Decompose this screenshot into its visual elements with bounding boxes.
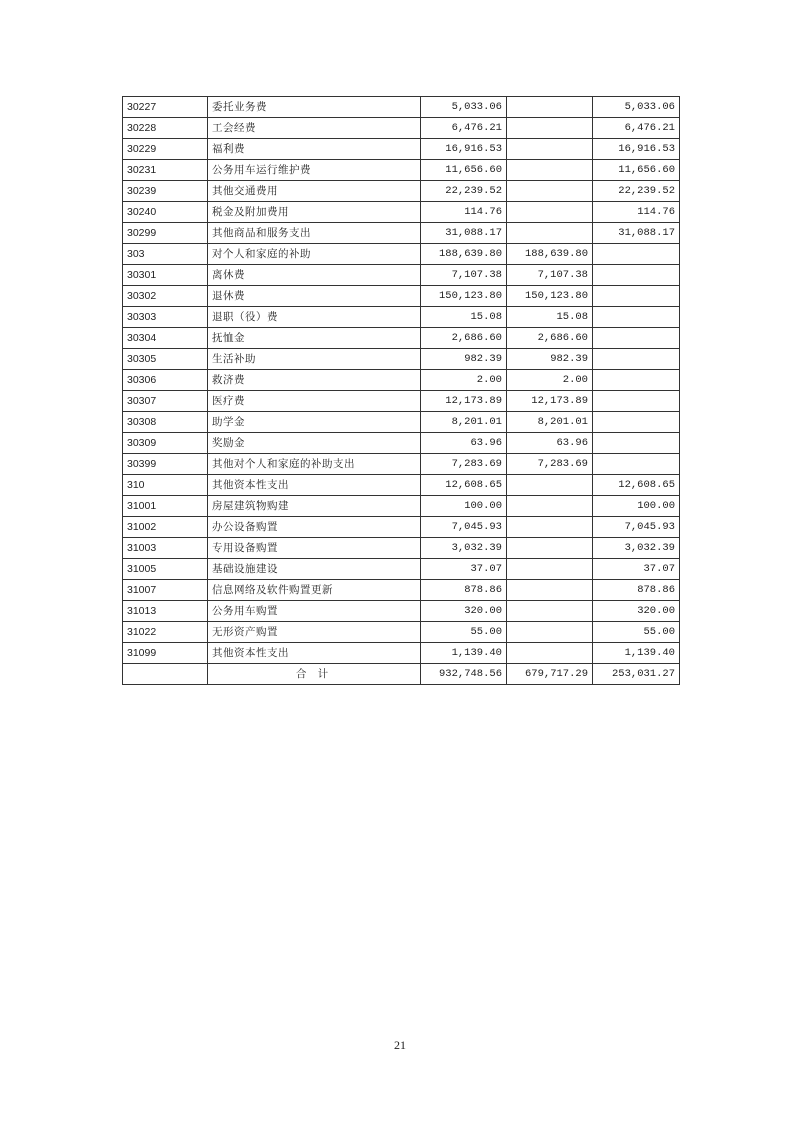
row-project: 100.00 xyxy=(593,496,680,517)
row-code: 31099 xyxy=(123,643,208,664)
row-total: 37.07 xyxy=(421,559,507,580)
row-code: 30302 xyxy=(123,286,208,307)
row-code: 30308 xyxy=(123,412,208,433)
total-label: 合 计 xyxy=(208,664,421,685)
grand-total-project: 253,031.27 xyxy=(593,664,680,685)
row-name: 其他交通费用 xyxy=(208,181,421,202)
row-name: 福利费 xyxy=(208,139,421,160)
table-row-category xyxy=(123,475,680,496)
row-total: 114.76 xyxy=(421,202,507,223)
row-basic xyxy=(507,643,593,664)
row-project: 3,032.39 xyxy=(593,538,680,559)
row-total: 31,088.17 xyxy=(421,223,507,244)
row-project: 7,045.93 xyxy=(593,517,680,538)
row-code: 30239 xyxy=(123,181,208,202)
row-name: 办公设备购置 xyxy=(208,517,421,538)
row-code: 30231 xyxy=(123,160,208,181)
row-name: 无形资产购置 xyxy=(208,622,421,643)
page-number: 21 xyxy=(394,1038,406,1052)
row-total: 6,476.21 xyxy=(421,118,507,139)
row-total: 2.00 xyxy=(421,370,507,391)
row-basic: 63.96 xyxy=(507,433,593,454)
row-code: 31002 xyxy=(123,517,208,538)
table-row xyxy=(123,370,680,391)
row-name: 信息网络及软件购置更新 xyxy=(208,580,421,601)
table-row xyxy=(123,496,680,517)
row-total: 878.86 xyxy=(421,580,507,601)
row-name: 抚恤金 xyxy=(208,328,421,349)
table-row xyxy=(123,601,680,622)
row-project: 1,139.40 xyxy=(593,643,680,664)
row-project: 6,476.21 xyxy=(593,118,680,139)
row-name: 其他对个人和家庭的补助支出 xyxy=(208,454,421,475)
row-name: 其他商品和服务支出 xyxy=(208,223,421,244)
row-basic xyxy=(507,601,593,622)
row-basic: 8,201.01 xyxy=(507,412,593,433)
table-total-row xyxy=(123,664,680,685)
row-code: 31022 xyxy=(123,622,208,643)
row-basic xyxy=(507,97,593,118)
row-name: 离休费 xyxy=(208,265,421,286)
table-row xyxy=(123,643,680,664)
row-basic xyxy=(507,118,593,139)
row-project xyxy=(593,454,680,475)
row-code: 30228 xyxy=(123,118,208,139)
row-total: 982.39 xyxy=(421,349,507,370)
row-code: 30240 xyxy=(123,202,208,223)
row-name: 其他资本性支出 xyxy=(208,475,421,496)
row-name: 生活补助 xyxy=(208,349,421,370)
row-code: 30307 xyxy=(123,391,208,412)
row-code: 30305 xyxy=(123,349,208,370)
table-row xyxy=(123,412,680,433)
table-row-category xyxy=(123,244,680,265)
row-name: 退职（役）费 xyxy=(208,307,421,328)
row-code: 31001 xyxy=(123,496,208,517)
row-project: 878.86 xyxy=(593,580,680,601)
row-code: 31003 xyxy=(123,538,208,559)
row-project xyxy=(593,349,680,370)
row-name: 其他资本性支出 xyxy=(208,643,421,664)
row-basic xyxy=(507,622,593,643)
row-basic: 2.00 xyxy=(507,370,593,391)
row-total: 2,686.60 xyxy=(421,328,507,349)
row-code: 30399 xyxy=(123,454,208,475)
row-name: 救济费 xyxy=(208,370,421,391)
row-name: 工会经费 xyxy=(208,118,421,139)
row-total: 1,139.40 xyxy=(421,643,507,664)
total-code-empty xyxy=(123,664,208,685)
row-total: 8,201.01 xyxy=(421,412,507,433)
row-total: 7,283.69 xyxy=(421,454,507,475)
table-row xyxy=(123,328,680,349)
row-basic xyxy=(507,475,593,496)
row-project xyxy=(593,244,680,265)
row-basic: 150,123.80 xyxy=(507,286,593,307)
table-row xyxy=(123,433,680,454)
row-project: 55.00 xyxy=(593,622,680,643)
row-basic xyxy=(507,538,593,559)
table-row xyxy=(123,265,680,286)
row-code: 30299 xyxy=(123,223,208,244)
row-code: 30303 xyxy=(123,307,208,328)
row-basic: 188,639.80 xyxy=(507,244,593,265)
row-code: 31013 xyxy=(123,601,208,622)
row-basic xyxy=(507,496,593,517)
row-project: 31,088.17 xyxy=(593,223,680,244)
row-project: 11,656.60 xyxy=(593,160,680,181)
table-row xyxy=(123,118,680,139)
row-total: 150,123.80 xyxy=(421,286,507,307)
row-code: 30309 xyxy=(123,433,208,454)
row-name: 奖励金 xyxy=(208,433,421,454)
row-basic xyxy=(507,517,593,538)
row-code: 30229 xyxy=(123,139,208,160)
row-name: 对个人和家庭的补助 xyxy=(208,244,421,265)
row-basic xyxy=(507,223,593,244)
row-code: 31007 xyxy=(123,580,208,601)
row-total: 12,608.65 xyxy=(421,475,507,496)
row-basic: 15.08 xyxy=(507,307,593,328)
row-code: 31005 xyxy=(123,559,208,580)
row-code: 30306 xyxy=(123,370,208,391)
row-name: 公务用车运行维护费 xyxy=(208,160,421,181)
table-row xyxy=(123,307,680,328)
row-project: 22,239.52 xyxy=(593,181,680,202)
row-basic: 7,283.69 xyxy=(507,454,593,475)
table-row xyxy=(123,559,680,580)
row-basic xyxy=(507,202,593,223)
row-project xyxy=(593,328,680,349)
table-row xyxy=(123,202,680,223)
table-row xyxy=(123,286,680,307)
grand-total-basic: 679,717.29 xyxy=(507,664,593,685)
table-row xyxy=(123,349,680,370)
table-row xyxy=(123,160,680,181)
row-total: 7,107.38 xyxy=(421,265,507,286)
row-project xyxy=(593,412,680,433)
row-name: 委托业务费 xyxy=(208,97,421,118)
table-row xyxy=(123,139,680,160)
row-project xyxy=(593,433,680,454)
row-total: 55.00 xyxy=(421,622,507,643)
row-name: 房屋建筑物购建 xyxy=(208,496,421,517)
table-row xyxy=(123,391,680,412)
row-project xyxy=(593,370,680,391)
row-total: 22,239.52 xyxy=(421,181,507,202)
row-total: 3,032.39 xyxy=(421,538,507,559)
row-project xyxy=(593,265,680,286)
row-project xyxy=(593,307,680,328)
row-name: 公务用车购置 xyxy=(208,601,421,622)
row-basic xyxy=(507,580,593,601)
row-total: 11,656.60 xyxy=(421,160,507,181)
row-total: 5,033.06 xyxy=(421,97,507,118)
table-row xyxy=(123,181,680,202)
row-basic: 7,107.38 xyxy=(507,265,593,286)
table-row xyxy=(123,454,680,475)
table-row xyxy=(123,580,680,601)
table-row xyxy=(123,622,680,643)
row-project: 16,916.53 xyxy=(593,139,680,160)
row-basic: 2,686.60 xyxy=(507,328,593,349)
row-total: 12,173.89 xyxy=(421,391,507,412)
row-total: 16,916.53 xyxy=(421,139,507,160)
row-name: 税金及附加费用 xyxy=(208,202,421,223)
row-total: 320.00 xyxy=(421,601,507,622)
row-total: 63.96 xyxy=(421,433,507,454)
row-basic: 982.39 xyxy=(507,349,593,370)
row-name: 基础设施建设 xyxy=(208,559,421,580)
row-basic xyxy=(507,181,593,202)
row-code: 310 xyxy=(123,475,208,496)
row-total: 188,639.80 xyxy=(421,244,507,265)
row-basic: 12,173.89 xyxy=(507,391,593,412)
table-body xyxy=(123,97,680,685)
row-basic xyxy=(507,160,593,181)
row-project: 320.00 xyxy=(593,601,680,622)
row-project xyxy=(593,391,680,412)
table-row xyxy=(123,97,680,118)
row-code: 30304 xyxy=(123,328,208,349)
row-basic xyxy=(507,139,593,160)
row-code: 30227 xyxy=(123,97,208,118)
row-name: 助学金 xyxy=(208,412,421,433)
table-row xyxy=(123,223,680,244)
grand-total: 932,748.56 xyxy=(421,664,507,685)
row-project: 5,033.06 xyxy=(593,97,680,118)
table-row xyxy=(123,517,680,538)
row-name: 医疗费 xyxy=(208,391,421,412)
row-name: 专用设备购置 xyxy=(208,538,421,559)
row-total: 100.00 xyxy=(421,496,507,517)
row-project: 37.07 xyxy=(593,559,680,580)
row-code: 303 xyxy=(123,244,208,265)
table-row xyxy=(123,538,680,559)
row-basic xyxy=(507,559,593,580)
row-project xyxy=(593,286,680,307)
row-project: 12,608.65 xyxy=(593,475,680,496)
row-total: 7,045.93 xyxy=(421,517,507,538)
row-project: 114.76 xyxy=(593,202,680,223)
expenditure-table xyxy=(122,96,680,685)
row-name: 退休费 xyxy=(208,286,421,307)
row-code: 30301 xyxy=(123,265,208,286)
row-total: 15.08 xyxy=(421,307,507,328)
